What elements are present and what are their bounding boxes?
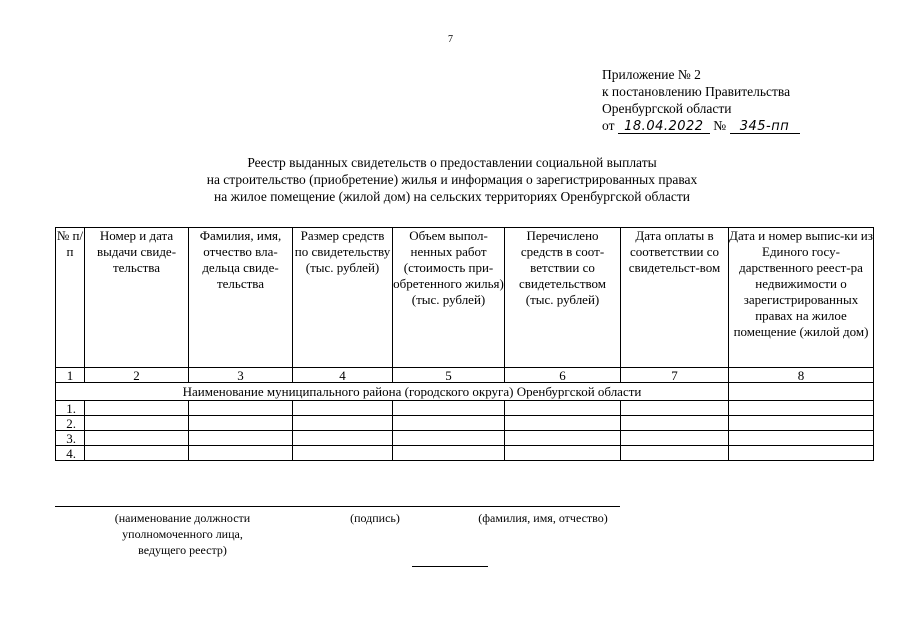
header-cell: Дата оплаты в соответствии со свидетельст-вом [621, 228, 729, 368]
table-cell [505, 416, 621, 431]
header-row [56, 228, 874, 368]
table-cell [85, 401, 189, 416]
column-number: 7 [621, 368, 729, 383]
table-cell [293, 401, 393, 416]
table-cell [621, 431, 729, 446]
table-cell [293, 431, 393, 446]
region-name: Наименование муниципального района (городского округа) Оренбургской области [56, 383, 729, 401]
row-number: 4. [56, 446, 85, 461]
row-number: 2. [56, 416, 85, 431]
table-cell [189, 416, 293, 431]
column-number: 4 [293, 368, 393, 383]
table-cell [293, 446, 393, 461]
column-number: 3 [189, 368, 293, 383]
registry-table [55, 227, 874, 461]
header-cell: Объем выпол-ненных работ (стоимость при-обретенного жилья) (тыс. рублей) [393, 228, 505, 368]
title-line-3: на жилое помещение (жилой дом) на сельских территориях Оренбургской области [214, 189, 690, 204]
header-cell: Дата и номер выпис-ки из Единого госу-дарственного реест-ра недвижимости о зарегистрированных правах на жилое помещение (жилой дом) [729, 228, 874, 368]
table-row [56, 446, 874, 461]
table-row [56, 431, 874, 446]
table-cell [729, 401, 874, 416]
decree-date: 18.04.2022 [618, 120, 710, 134]
table-cell [621, 401, 729, 416]
table-cell [505, 446, 621, 461]
table-row [56, 401, 874, 416]
appendix-line-1: Приложение № 2 [602, 67, 701, 82]
from-label: от [602, 118, 615, 133]
document-title [152, 154, 752, 205]
appendix-date-line [602, 117, 800, 134]
appendix-line-2: к постановлению Правительства [602, 84, 791, 99]
column-number: 8 [729, 368, 874, 383]
table-cell [729, 416, 874, 431]
signature-caption: (подпись) [350, 511, 400, 525]
table-row [56, 416, 874, 431]
table-cell [393, 416, 505, 431]
title-line-2: на строительство (приобретение) жилья и информация о зарегистрированных правах [206, 172, 698, 187]
table-cell [393, 401, 505, 416]
row-number: 3. [56, 431, 85, 446]
table-cell [85, 416, 189, 431]
table-cell [393, 446, 505, 461]
table-cell [729, 431, 874, 446]
table-cell [189, 431, 293, 446]
header-cell: Фамилия, имя, отчество вла-дельца свиде-тельства [189, 228, 293, 368]
table-cell [189, 401, 293, 416]
region-row [56, 383, 874, 401]
column-number-row [56, 368, 874, 383]
name-caption: (фамилия, имя, отчество) [478, 511, 608, 525]
row-number: 1. [56, 401, 85, 416]
header-cell: Номер и дата выдачи свиде-тельства [85, 228, 189, 368]
position-caption: (наименование должности уполномоченного лица, ведущего реестр) [114, 511, 251, 557]
decree-number: 345-пп [730, 120, 800, 134]
table-cell [729, 383, 874, 401]
signature-line [55, 506, 620, 507]
table-cell [505, 401, 621, 416]
page-number: 7 [448, 34, 453, 45]
column-number: 1 [56, 368, 85, 383]
table-cell [85, 446, 189, 461]
table-cell [293, 416, 393, 431]
table-cell [85, 431, 189, 446]
table-cell [729, 446, 874, 461]
column-number: 2 [85, 368, 189, 383]
appendix-block [602, 66, 800, 134]
table-cell [505, 431, 621, 446]
table-cell [393, 431, 505, 446]
table-cell [621, 446, 729, 461]
header-cell: Перечислено средств в соот-ветствии со свидетельством (тыс. рублей) [505, 228, 621, 368]
table-cell [621, 416, 729, 431]
end-divider [412, 566, 488, 567]
number-label: № [713, 118, 727, 133]
appendix-line-3: Оренбургской области [602, 101, 732, 116]
header-cell: № п/п [56, 228, 85, 368]
column-number: 5 [393, 368, 505, 383]
column-number: 6 [505, 368, 621, 383]
title-line-1: Реестр выданных свидетельств о предоставлении социальной выплаты [247, 155, 657, 170]
header-cell: Размер средств по свидетельству (тыс. рублей) [293, 228, 393, 368]
table-cell [189, 446, 293, 461]
